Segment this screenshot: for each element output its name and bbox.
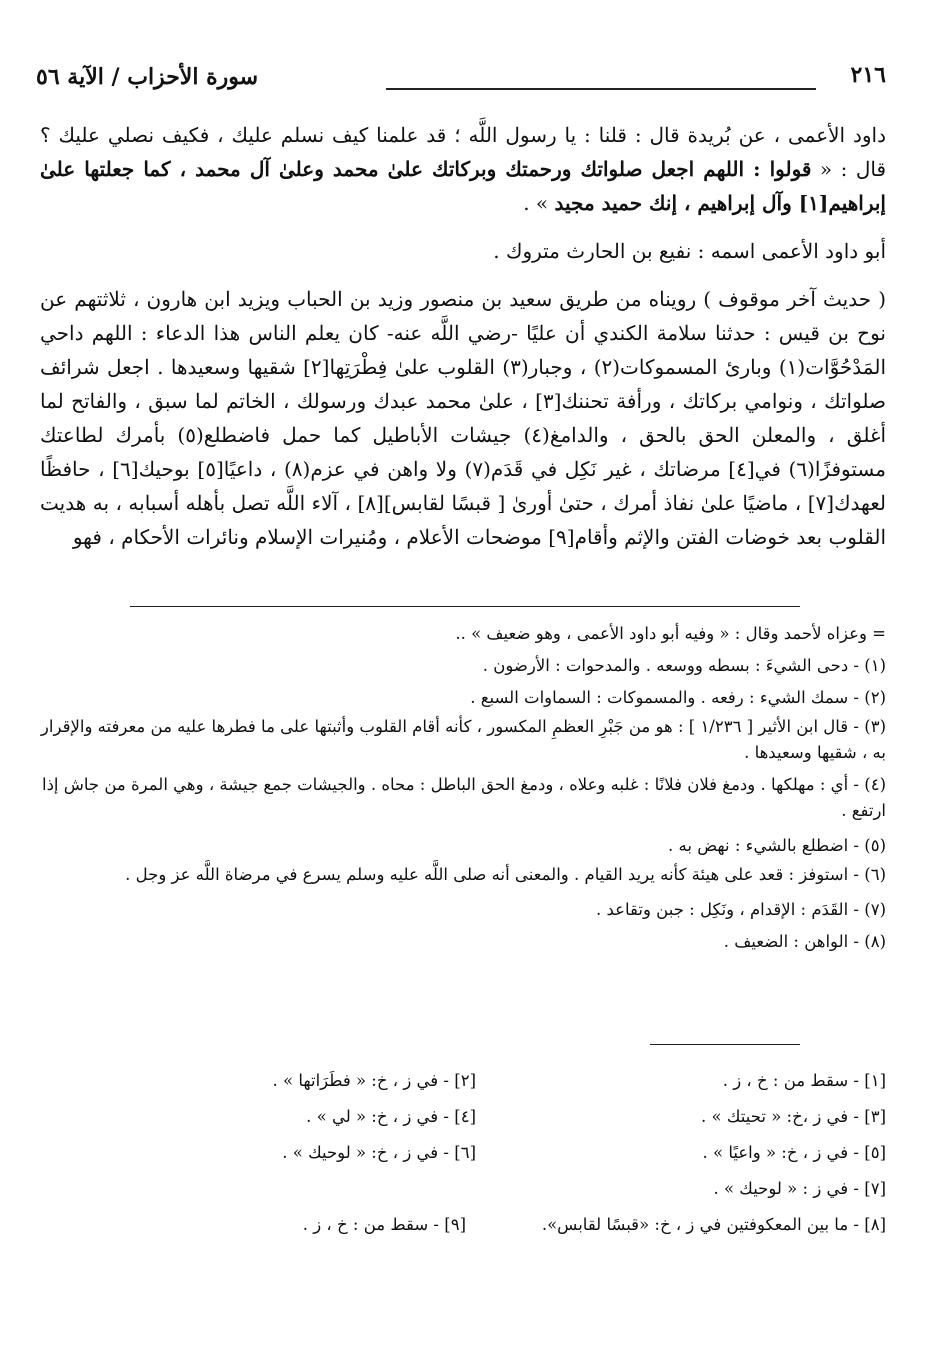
variant-note: [٢] - في ز ، خ: « فطَرَاتها » . xyxy=(272,1070,476,1090)
variant-row xyxy=(40,1062,886,1098)
paragraph-tail: » . xyxy=(523,191,555,215)
page-number: ٢١٦ xyxy=(850,62,886,88)
variant-row xyxy=(40,1170,886,1206)
manuscript-variants xyxy=(40,1062,886,1242)
variant-note: [٩] - سقط من : خ ، ز . xyxy=(302,1214,466,1234)
variant-note: [٨] - ما بين المعكوفتين في ز ، خ: «قبسًا لقابس». xyxy=(541,1214,886,1234)
footnote-5: (٥) - اضطلع بالشيء : نهض به . xyxy=(668,836,886,855)
footnotes xyxy=(40,618,886,958)
surah-title: سورة الأحزاب / الآية ٥٦ xyxy=(36,64,259,90)
paragraph-bold-quote: قولوا : اللهم اجعل صلواتك ورحمتك وبركاتك علىٰ محمد وعلىٰ آل محمد ، كما جعلتها علىٰ إبراهيم[١] وآل إبراهيم ، إنك حميد مجيد xyxy=(40,157,886,215)
footnote-8: (٨) - الواهن : الضعيف . xyxy=(723,932,886,951)
footnote-2: (٢) - سمك الشيء : رفعه . والمسموكات : السماوات السبع . xyxy=(470,688,886,707)
variant-note: [٦] - في ز ، خ: « لوحيك » . xyxy=(282,1142,476,1162)
variant-note: [٤] - في ز ، خ: « لي » . xyxy=(306,1106,476,1126)
paragraph-lead: داود الأعمى ، عن بُريدة قال : قلنا : يا رسول اللَّه ؛ قد علمنا كيف نسلم عليك ، فكيف نصلي عليك ؟ قال : « xyxy=(40,123,887,181)
footnote-3: (٣) - قال ابن الأثير [ ١/٢٣٦ ] : هو من جَبْرِ العظمِ المكسور ، كأنه أقام القلوب وأثبتها على ما فطرها عليه من معرفته والإقرار به ، شقيها وسعيدها . xyxy=(40,717,886,762)
variant-note: [١] - سقط من : خ ، ز . xyxy=(722,1070,886,1090)
footnote-1: (١) - دحى الشيءَ : بسطه ووسعه . والمدحوات : الأرضون . xyxy=(482,656,886,675)
footnote-7: (٧) - القَدَم : الإقدام ، ونَكِل : جبن وتقاعد . xyxy=(596,900,886,919)
footnote-6: (٦) - استوفز : قعد على هيئة كأنه يريد القيام . والمعنى أنه صلى اللَّه عليه وسلم يسرع في مرضاة اللَّه عز وجل . xyxy=(125,865,886,884)
paragraph-hadith xyxy=(40,118,886,220)
variant-note: [٧] - في ز : « لوحيك » . xyxy=(713,1178,886,1198)
paragraph-mawquf-hadith: ( حديث آخر موقوف ) رويناه من طريق سعيد بن منصور وزيد بن الحباب ويزيد ابن هارون ، ثلاثتهم عن نوح بن قيس : حدثنا سلامة الكندي أن عليًا -رضي اللَّه عنه- كان يعلم الناس هذا الدعاء : اللهم داحي المَدْحُوَّات(١) وبارئ المسموكات(٢) ، وجبار(٣) القلوب علىٰ فِطْرَتِها[٢] شقيها وسعيدها . اجعل شرائف صلواتك ، ونوامي بركاتك ، ورأفة تحننك[٣] ، علىٰ محمد عبدك ورسولك ، الخاتم لما سبق ، والفاتح لما أغلق ، والمعلن الحق بالحق ، والدامغ(٤) جيشات الأباطيل كما حمل فاضطلع(٥) بأمرك لطاعتك مستوفزًا(٦) في[٤] مرضاتك ، غير نَكِل في قَدَم(٧) ولا واهن في عزم(٨) ، داعيًا[٥] بوحيك[٦] ، حافظًا لعهدك[٧] ، ماضيًا علىٰ نفاذ أمرك ، حتىٰ أورىٰ [ قبسًا لقابس][٨] ، آلاء اللَّه تصل بأهله أسبابه ، به هديت القلوب بعد خوضات الفتن والإثم وأقام[٩] موضحات الأعلام ، ومُنيرات الإسلام ونائرات الأحكام ، فهو xyxy=(40,287,887,549)
footnote-continuation: = وعزاه لأحمد وقال : « وفيه أبو داود الأعمى ، وهو ضعيف » .. xyxy=(455,624,886,643)
variant-separator xyxy=(650,1044,800,1045)
variant-row xyxy=(40,1206,886,1242)
variant-note: [٣] - في ز ،خ: « تحيتك » . xyxy=(701,1106,886,1126)
paragraph-narrator-note: أبو داود الأعمى اسمه : نفيع بن الحارث متروك . xyxy=(493,239,886,263)
footnote-separator xyxy=(130,606,800,607)
footnote-4: (٤) - أي : مهلكها . ودمغ فلان فلانًا : غلبه وعلاه ، ودمغ الحق الباطل : محاه . والجيشات جمع جيشة ، وهي المرة من جاش إذا ارتفع . xyxy=(42,775,886,820)
variant-row xyxy=(40,1098,886,1134)
header-rule xyxy=(386,88,816,90)
page-header xyxy=(36,62,886,102)
main-text xyxy=(40,118,886,564)
variant-row xyxy=(40,1134,886,1170)
variant-note: [٥] - في ز ، خ: « واعيًا » . xyxy=(702,1142,886,1162)
